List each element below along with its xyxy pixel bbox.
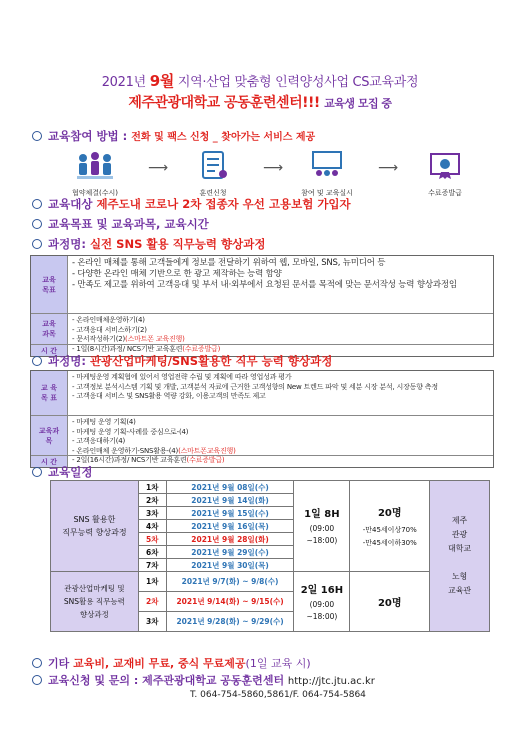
application-icon: [193, 150, 233, 180]
handshake-icon: [75, 150, 115, 180]
bullet-ring-icon: [32, 658, 42, 668]
course1-goal-content: - 온라인 매체를 통해 고객들에게 정보를 전달하기 위하여 웹, 모바일, SNS, 뉴미디어 등 - 다양한 온라인 매체 기반으로 한 광고 제작하는 능력 함양 - 만족도 제고를 위하여 고객응대 및 부서 내·외부에서 요청된 문서를 목적에 맞는 문서작성 능력 향상과정임: [72, 258, 457, 290]
schedule-body: [51, 481, 490, 632]
bullet-ring-icon: [32, 356, 42, 366]
table-row: 2차 2021년 9/14(화) ~ 9/15(수): [51, 592, 490, 612]
step-agreement: 협약체결(수시): [60, 150, 130, 198]
course1-time-label: 시 간: [31, 345, 68, 356]
other-info: 기타 교육비, 교재비 무료, 중식 무료제공(1일 교육 시): [32, 655, 311, 671]
bullet-ring-icon: [32, 239, 42, 249]
course2-goal-row: [31, 371, 493, 415]
course1-goal-label: 교육 목표: [31, 256, 68, 313]
course2-seats-cell: 20명: [350, 572, 430, 632]
course1-subject-label: 교육 과목: [31, 314, 68, 344]
course2-goal-content: - 마케팅운영 계획협에 있어서 영업전략 수립 및 계획에 따라 영업성과 평가 - 고객정보 분석시스템 기획 및 개발, 고객분석 자료에 근거한 고객성향의 New 트렌드 파악 및 세분 시장 분석, 시장동향 측정 - 고객응대 서비스 및 SNS활용 역량 강화, 이용고객의 만족도 제고: [72, 373, 438, 400]
title-prefix: 2021년: [101, 75, 150, 90]
process-steps: [60, 150, 480, 195]
step-training: 참여 및 교육실시: [292, 150, 362, 198]
phone-fax: T. 064-754-5860,5861/F. 064-754-5864: [190, 690, 366, 700]
bullet-ring-icon: [32, 131, 42, 141]
course2-section: 과정명: 관광산업마케팅/SNS활용한 직무 능력 향상과정: [32, 353, 332, 369]
table-row: 6차 2021년 9월 29일(수): [51, 546, 490, 559]
course2-subject-label: 교육과 목: [31, 416, 68, 455]
course1-time-content: - 1일(8시간)과정/ NCS기반 교육훈련(수료증발급): [72, 345, 221, 353]
place-cell: 제주 관광 대학교 노형 교육관: [430, 481, 490, 632]
course2-subject-row: [31, 415, 493, 455]
step-certificate: 수료증발급: [410, 150, 480, 198]
website-link[interactable]: http://jtc.jtu.ac.kr: [287, 676, 375, 687]
course1-time-cell: 1일 8H (09:00 ~18:00): [294, 481, 350, 572]
course2-time-label: 시 간: [31, 456, 68, 467]
subtitle: [0, 92, 520, 112]
table-row: 2차 2021년 9월 14일(화): [51, 494, 490, 507]
course1-table: [30, 255, 494, 357]
bullet-ring-icon: [32, 219, 42, 229]
table-row: 7차 2021년 9월 30일(목): [51, 559, 490, 572]
arrow-icon: ⟶: [263, 160, 284, 176]
table-row: 4차 2021년 9월 16일(목): [51, 520, 490, 533]
contact-info: 교육신청 및 문의 : 제주관광대학교 공동훈련센터 http://jtc.jtu.ac.kr: [32, 672, 375, 688]
table-row: 관광산업마케팅 및 SNS활용 직무능력 향상과정 1차 2021년 9/7(화) ~ 9/8(수) 2일 16H (09:00 ~18:00) 20명: [51, 572, 490, 592]
subtitle-sub: 교육생 모집 중: [324, 97, 392, 110]
course1-subject-content: - 온라인매체운영하기(4) - 고객응대 서비스하기(2) - 문서작성하기(2)(스마트폰 교육진행): [72, 316, 185, 343]
course1-name-cell: SNS 활용한 직무능력 향상과정: [51, 481, 139, 572]
main-title: [0, 70, 520, 91]
target-section: 교육대상 제주도내 코로나 2차 접종자 우선 고용보험 가입자: [32, 196, 351, 212]
method-section: 교육참여 방법 : 전화 및 팩스 신청 _ 찾아가는 서비스 제공: [32, 128, 315, 144]
bullet-ring-icon: [32, 467, 42, 477]
arrow-icon: ⟶: [378, 160, 399, 176]
certificate-icon: [425, 150, 465, 180]
course2-time-content: - 2일(16시간)과정/ NCS기반 교육훈련(수료증발급): [72, 456, 225, 464]
table-row: 5차 2021년 9월 28일(화): [51, 533, 490, 546]
course2-time-row: [31, 455, 493, 467]
title-month: 9월: [149, 72, 175, 90]
course1-section: 과정명: 실전 SNS 활용 직무능력 향상과정: [32, 236, 265, 252]
course1-goal-row: [31, 256, 493, 313]
course1-seats-cell: 20명 -만45세이상70% -만45세이하30%: [350, 481, 430, 572]
step-application: 훈련신청: [178, 150, 248, 198]
table-row: SNS 활용한 직무능력 향상과정 1차 2021년 9월 08일(수) 1일 8H (09:00 ~18:00) 20명 -만45세이상70% -만45세이하30% 제주 관광 대학교 노형 교육관: [51, 481, 490, 494]
subtitle-main: 제주관광대학교 공동훈련센터!!!: [128, 95, 325, 111]
table-row: 3차 2021년 9월 15일(수): [51, 507, 490, 520]
bullet-ring-icon: [32, 675, 42, 685]
arrow-icon: ⟶: [148, 160, 169, 176]
course2-goal-label: 교 육 목 표: [31, 371, 68, 415]
schedule-section: 교육일정: [32, 464, 92, 480]
title-rest: 지역·산업 맞춤형 인력양성사업 CS교육과정: [174, 75, 419, 90]
course1-subject-row: [31, 313, 493, 344]
goals-section: 교육목표 및 교육과목, 교육시간: [32, 216, 209, 232]
training-icon: [307, 150, 347, 180]
course2-time-cell: 2일 16H (09:00 ~18:00): [294, 572, 350, 632]
table-row: 3차 2021년 9/28(화) ~ 9/29(수): [51, 612, 490, 632]
bullet-ring-icon: [32, 199, 42, 209]
schedule-table: [50, 480, 490, 632]
course2-table: [30, 370, 494, 468]
course2-subject-content: - 마케팅 운영 기획(4) - 마케팅 운영 기획-사례를 중심으로-(4) - 고객응대하기(4) - 온라인매체 운영하기-SNS활용-(4)(스마트폰교육진행): [72, 418, 236, 455]
course2-name-cell: 관광산업마케팅 및 SNS활용 직무능력 향상과정: [51, 572, 139, 632]
